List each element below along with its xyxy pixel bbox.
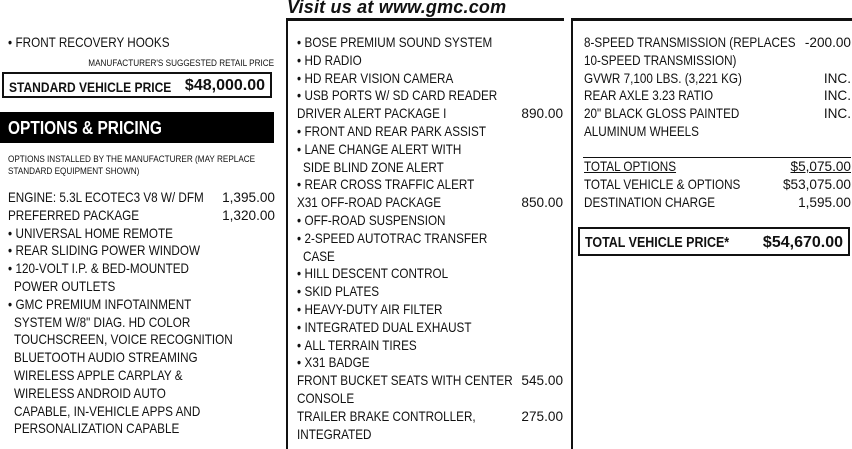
right-option-line bbox=[584, 34, 851, 52]
right-option-line bbox=[584, 87, 851, 105]
left-option-item-text: • 120-VOLT I.P. & BED-MOUNTED bbox=[8, 260, 189, 278]
middle-option-line-text: • INTEGRATED DUAL EXHAUST bbox=[297, 319, 471, 337]
middle-option-line-text: SIDE BLIND ZONE ALERT bbox=[303, 159, 444, 175]
middle-option-line-text: TRAILER BRAKE CONTROLLER, bbox=[297, 408, 476, 424]
totals-line bbox=[584, 158, 851, 176]
middle-option-line bbox=[297, 426, 563, 444]
top-rule-middle bbox=[287, 18, 564, 21]
middle-option-line bbox=[297, 70, 563, 88]
left-option-item-text: WIRELESS ANDROID AUTO bbox=[14, 385, 166, 401]
middle-option-line bbox=[297, 141, 563, 159]
middle-option-line bbox=[297, 52, 563, 70]
totals-block bbox=[584, 158, 851, 211]
left-option-item-text: PERSONALIZATION CAPABLE bbox=[14, 421, 180, 437]
left-option-item bbox=[8, 420, 275, 438]
left-option-item-text: • REAR SLIDING POWER WINDOW bbox=[8, 242, 200, 260]
totals-line bbox=[584, 194, 851, 212]
totals-line-price: $53,075.00 bbox=[782, 176, 851, 192]
total-vehicle-price-box bbox=[578, 227, 850, 256]
left-option-item-text: CAPABLE, IN-VEHICLE APPS AND bbox=[14, 403, 201, 419]
middle-option-line-price: 850.00 bbox=[521, 195, 563, 211]
left-option-item-text: • GMC PREMIUM INFOTAINMENT bbox=[8, 296, 191, 314]
right-option-line-price: INC. bbox=[823, 70, 851, 86]
left-option-item-text: TOUCHSCREEN, VOICE RECOGNITION bbox=[14, 332, 233, 348]
middle-option-line bbox=[297, 212, 563, 230]
standard-price-value: $48,000.00 bbox=[184, 77, 265, 94]
middle-option-line-text: • HEAVY-DUTY AIR FILTER bbox=[297, 301, 442, 319]
middle-option-line bbox=[297, 87, 563, 105]
right-option-line bbox=[584, 105, 851, 123]
right-option-line-text: ALUMINUM WHEELS bbox=[584, 123, 699, 139]
middle-option-line-price: 890.00 bbox=[521, 106, 563, 122]
left-option-item-text: WIRELESS APPLE CARPLAY & bbox=[14, 367, 183, 383]
total-vehicle-price-label: TOTAL VEHICLE PRICE* bbox=[585, 235, 730, 251]
middle-option-line bbox=[297, 34, 563, 52]
left-option-item bbox=[8, 385, 275, 403]
right-option-line bbox=[584, 70, 851, 88]
standard-price-label: STANDARD VEHICLE PRICE bbox=[9, 79, 172, 95]
website-banner: Visit us at www.gmc.com bbox=[287, 0, 507, 17]
right-option-line-text: 10-SPEED TRANSMISSION) bbox=[584, 52, 737, 68]
middle-option-line-text: • USB PORTS W/ SD CARD READER bbox=[297, 87, 497, 105]
left-option-item bbox=[8, 314, 275, 332]
middle-option-line bbox=[297, 390, 563, 408]
totals-line bbox=[584, 176, 851, 194]
left-option-item bbox=[8, 296, 275, 314]
middle-option-line-text: X31 OFF-ROAD PACKAGE bbox=[297, 195, 442, 211]
middle-option-line-price: 275.00 bbox=[521, 408, 563, 424]
right-option-line-text: 20" BLACK GLOSS PAINTED bbox=[584, 106, 740, 122]
column-divider-right bbox=[571, 18, 573, 449]
right-option-line-price: -200.00 bbox=[804, 35, 851, 50]
middle-option-line bbox=[297, 408, 563, 426]
middle-option-line-text: • HD REAR VISION CAMERA bbox=[297, 70, 453, 88]
middle-option-line bbox=[297, 194, 563, 212]
left-option-item bbox=[8, 242, 275, 260]
middle-option-line bbox=[297, 159, 563, 177]
middle-option-line bbox=[297, 265, 563, 283]
middle-option-line-text: • 2-SPEED AUTOTRAC TRANSFER bbox=[297, 230, 487, 248]
right-option-line-text: GVWR 7,100 LBS. (3,221 KG) bbox=[584, 70, 742, 86]
right-option-line-text: REAR AXLE 3.23 RATIO bbox=[584, 88, 714, 104]
middle-option-line bbox=[297, 105, 563, 123]
left-option-item bbox=[8, 403, 275, 421]
middle-column bbox=[297, 34, 563, 443]
middle-option-line-text: CONSOLE bbox=[297, 390, 355, 406]
middle-option-line-text: • ALL TERRAIN TIRES bbox=[297, 337, 417, 355]
middle-option-line-text: • OFF-ROAD SUSPENSION bbox=[297, 212, 445, 230]
middle-option-line bbox=[297, 319, 563, 337]
left-option-item bbox=[8, 349, 275, 367]
right-option-line-text: 8-SPEED TRANSMISSION (REPLACES bbox=[584, 35, 796, 50]
left-options-list bbox=[8, 189, 275, 438]
totals-line-text: TOTAL OPTIONS bbox=[584, 159, 677, 174]
middle-option-line-text: INTEGRATED bbox=[297, 426, 372, 442]
middle-option-line bbox=[297, 123, 563, 141]
middle-option-line bbox=[297, 354, 563, 372]
middle-option-line-text: DRIVER ALERT PACKAGE I bbox=[297, 106, 447, 122]
left-option-item-text: SYSTEM W/8" DIAG. HD COLOR bbox=[14, 314, 191, 330]
totals-line-text: TOTAL VEHICLE & OPTIONS bbox=[584, 176, 741, 192]
left-option-item bbox=[8, 331, 275, 349]
middle-option-line-text: • X31 BADGE bbox=[297, 354, 370, 372]
middle-option-line-text: CASE bbox=[303, 248, 335, 264]
top-rule-right bbox=[573, 18, 852, 21]
middle-option-line-text: • FRONT AND REAR PARK ASSIST bbox=[297, 123, 486, 141]
middle-option-line-text: FRONT BUCKET SEATS WITH CENTER bbox=[297, 373, 513, 389]
left-option-item bbox=[8, 278, 275, 296]
column-divider-left bbox=[286, 18, 288, 449]
middle-option-line-price: 545.00 bbox=[521, 373, 563, 389]
middle-option-line bbox=[297, 176, 563, 194]
msrp-caption: MANUFACTURER'S SUGGESTED RETAIL PRICE bbox=[88, 58, 274, 69]
right-option-line bbox=[584, 123, 851, 141]
middle-option-line-text: • BOSE PREMIUM SOUND SYSTEM bbox=[297, 34, 492, 52]
right-option-line-price: INC. bbox=[823, 106, 851, 122]
front-recovery-line: • FRONT RECOVERY HOOKS bbox=[8, 34, 276, 52]
right-option-line-price: INC. bbox=[823, 88, 851, 104]
right-column bbox=[584, 34, 851, 141]
middle-option-line-text: • LANE CHANGE ALERT WITH bbox=[297, 141, 461, 159]
preferred-package-line: PREFERRED PACKAGE 1,320.00 bbox=[8, 207, 275, 223]
middle-option-line-text: • HILL DESCENT CONTROL bbox=[297, 265, 448, 283]
left-option-item-text: BLUETOOTH AUDIO STREAMING bbox=[14, 350, 198, 366]
middle-option-line bbox=[297, 372, 563, 390]
middle-option-line bbox=[297, 230, 563, 248]
left-option-item-text: • UNIVERSAL HOME REMOTE bbox=[8, 225, 173, 243]
options-note: OPTIONS INSTALLED BY THE MANUFACTURER (MAY REPLACE STANDARD EQUIPMENT SHOWN) bbox=[8, 154, 256, 177]
left-option-item-text: POWER OUTLETS bbox=[14, 278, 116, 294]
middle-option-line-text: • HD RADIO bbox=[297, 52, 362, 70]
middle-option-line bbox=[297, 248, 563, 266]
middle-option-line-text: • REAR CROSS TRAFFIC ALERT bbox=[297, 176, 474, 194]
left-option-item bbox=[8, 367, 275, 385]
middle-option-line-text: • SKID PLATES bbox=[297, 283, 379, 301]
right-option-line bbox=[584, 52, 851, 70]
totals-line-price: 1,595.00 bbox=[798, 194, 851, 210]
middle-option-line bbox=[297, 283, 563, 301]
totals-line-text: DESTINATION CHARGE bbox=[584, 194, 715, 210]
total-vehicle-price-value: $54,670.00 bbox=[762, 234, 843, 251]
totals-line-price: $5,075.00 bbox=[790, 159, 851, 174]
engine-line: ENGINE: 5.3L ECOTEC3 V8 W/ DFM 1,395.00 bbox=[8, 190, 275, 205]
middle-option-line bbox=[297, 337, 563, 355]
left-option-item bbox=[8, 225, 275, 243]
middle-option-line bbox=[297, 301, 563, 319]
options-header: OPTIONS & PRICING bbox=[0, 112, 274, 143]
left-option-item bbox=[8, 260, 275, 278]
standard-price-box bbox=[2, 72, 272, 98]
left-column bbox=[8, 34, 276, 52]
